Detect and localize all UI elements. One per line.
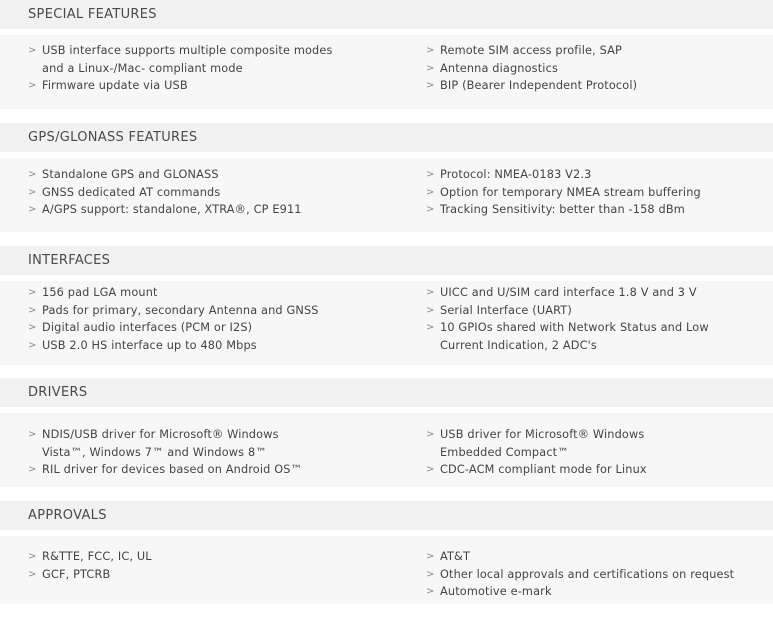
section-header-drivers: [0, 378, 773, 407]
section-header-approvals: [0, 501, 773, 530]
section-body-drivers: [0, 413, 773, 487]
list-item: > UICC and U/SIM card interface 1.8 V and 3 V: [426, 284, 756, 302]
list-item: > Protocol: NMEA-0183 V2.3: [426, 166, 756, 184]
list-item: > RIL driver for devices based on Android OS™: [28, 461, 398, 479]
list-item: > Remote SIM access profile, SAP: [426, 42, 756, 60]
list-item: > BIP (Bearer Independent Protocol): [426, 77, 756, 95]
feature-list-right: [426, 284, 756, 354]
list-item: > GNSS dedicated AT commands: [28, 184, 398, 202]
section-title: APPROVALS: [28, 508, 107, 523]
list-item: > NDIS/USB driver for Microsoft® Windows Vista™, Windows 7™ and Windows 8™: [28, 426, 322, 461]
section-body-gps-glonass-features: [0, 158, 773, 232]
section-body-interfaces: [0, 281, 773, 365]
section-header-special-features: [0, 0, 773, 29]
section-body-approvals: [0, 536, 773, 604]
feature-list-left: [28, 548, 398, 583]
section-header-interfaces: [0, 246, 773, 275]
list-item: > Serial Interface (UART): [426, 302, 756, 320]
list-item: > Automotive e-mark: [426, 583, 756, 601]
list-item: > USB interface supports multiple composite modes and a Linux-/Mac- compliant mode: [28, 42, 342, 77]
list-item: > CDC-ACM compliant mode for Linux: [426, 461, 756, 479]
section-title: SPECIAL FEATURES: [28, 7, 157, 22]
list-item: > GCF, PTCRB: [28, 566, 398, 584]
section-body-special-features: [0, 35, 773, 109]
list-item: > USB driver for Microsoft® Windows Embedded Compact™: [426, 426, 655, 461]
section-title: INTERFACES: [28, 253, 111, 268]
list-item: > USB 2.0 HS interface up to 480 Mbps: [28, 337, 398, 355]
list-item: > Standalone GPS and GLONASS: [28, 166, 398, 184]
feature-list-right: [426, 166, 756, 219]
list-item: > 10 GPIOs shared with Network Status and Low Current Indication, 2 ADC's: [426, 319, 720, 354]
list-item: > Other local approvals and certifications on request: [426, 566, 756, 584]
feature-list-right: [426, 42, 756, 95]
list-item: > R&TTE, FCC, IC, UL: [28, 548, 398, 566]
list-item: > Digital audio interfaces (PCM or I2S): [28, 319, 398, 337]
section-title: DRIVERS: [28, 385, 88, 400]
list-item: > Option for temporary NMEA stream buffering: [426, 184, 756, 202]
feature-list-left: [28, 42, 398, 95]
section-title: GPS/GLONASS FEATURES: [28, 130, 198, 145]
feature-list-left: [28, 284, 398, 354]
section-header-gps-glonass-features: [0, 123, 773, 152]
list-item: > 156 pad LGA mount: [28, 284, 398, 302]
list-item: > Firmware update via USB: [28, 77, 398, 95]
feature-list-left: [28, 166, 398, 219]
list-item: > Pads for primary, secondary Antenna and GNSS: [28, 302, 398, 320]
feature-list-right: [426, 426, 756, 479]
list-item: > A/GPS support: standalone, XTRA®, CP E911: [28, 201, 398, 219]
list-item: > AT&T: [426, 548, 756, 566]
feature-list-left: [28, 426, 398, 479]
feature-list-right: [426, 548, 756, 601]
list-item: > Antenna diagnostics: [426, 60, 756, 78]
list-item: > Tracking Sensitivity: better than -158 dBm: [426, 201, 756, 219]
